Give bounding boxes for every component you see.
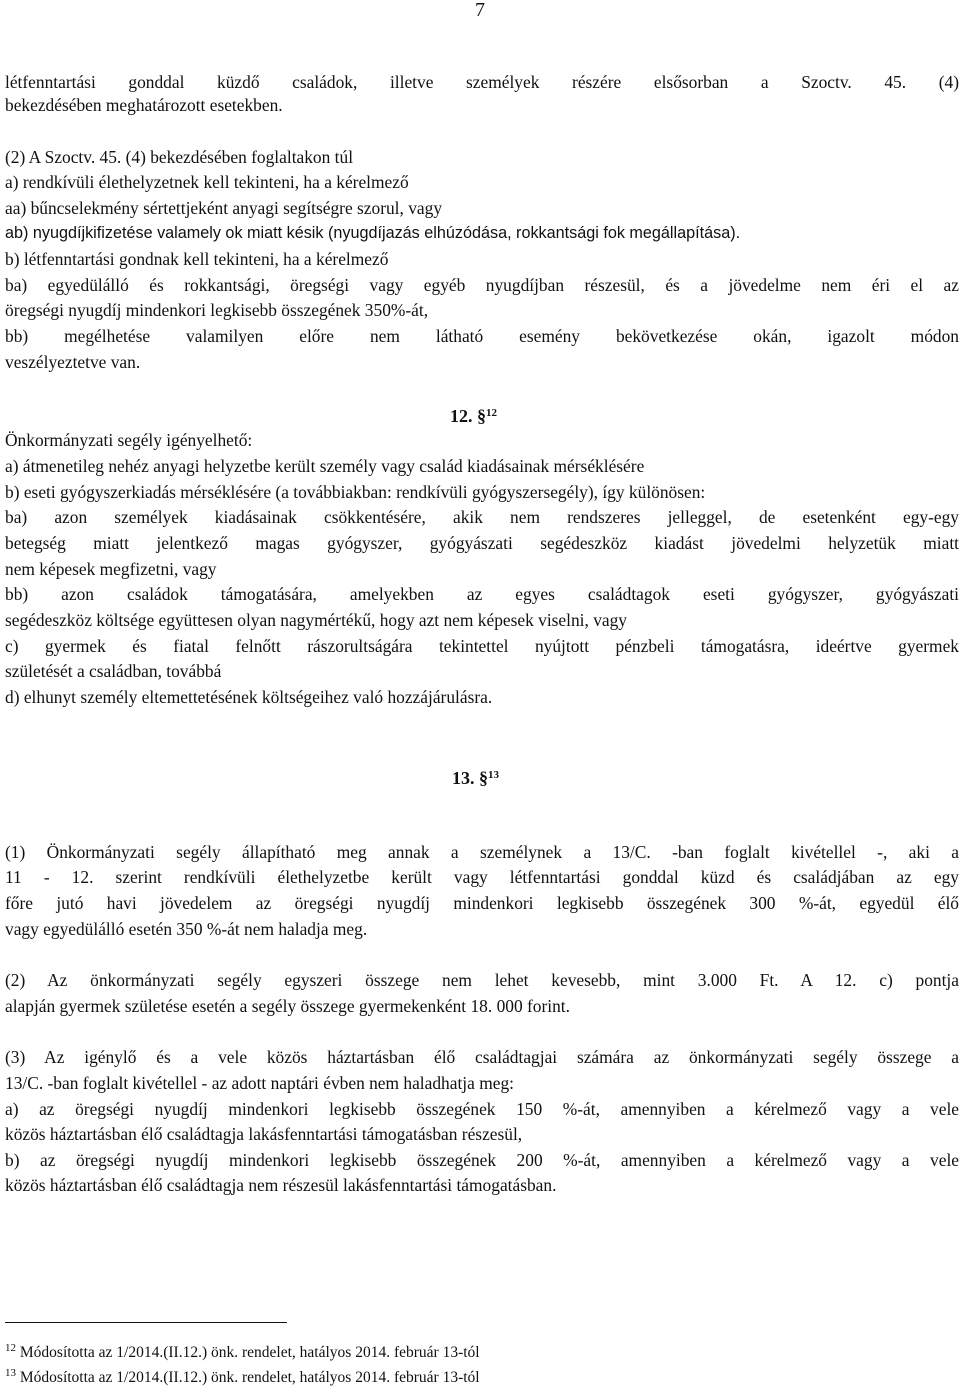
text-line: aa) bűncselekmény sértettjeként anyagi segítségre szorul, vagy — [5, 198, 443, 218]
text-line: alapján gyermek születése esetén a segély összege gyermekenként 18. 000 forint. — [5, 996, 570, 1016]
text-line: d) elhunyt személy eltemettetésének költségeihez való hozzájárulásra. — [5, 687, 493, 707]
footnote-12 — [5, 1337, 480, 1364]
text-line: nem képesek megfizetni, vagy — [5, 559, 217, 579]
text-line: létfenntartási gonddal küzdő családok, illetve személyek részére elsősorban a Szoctv. 45. (4) — [5, 72, 959, 92]
text-line: (3) Az igénylő és a vele közös háztartásban élő családtagjai számára az önkormányzati segély összege a — [5, 1047, 959, 1067]
footnote-text: Módosította az 1/2014.(II.12.) önk. rendelet, hatályos 2014. február 13-tól — [19, 1344, 480, 1361]
text-line: (1) Önkormányzati segély állapítható meg annak a személynek a 13/C. -ban foglalt kivétellel -, aki a — [5, 842, 959, 862]
footnote-separator — [5, 1322, 287, 1323]
footnote-ref: 12 — [486, 407, 497, 419]
text-line: ba) egyedülálló és rokkantsági, öregségi vagy egyéb nyugdíjban részesül, és a jövedelme nem éri el az — [5, 275, 959, 295]
text-line: a) rendkívüli élethelyzetnek kell tekinteni, ha a kérelmező — [5, 172, 409, 192]
section-number: 13. — [452, 768, 475, 788]
section-heading-12 — [450, 401, 497, 428]
text-line: Önkormányzati segély igényelhető: — [5, 430, 253, 450]
footnote-ref: 13 — [488, 769, 499, 781]
text-line: bb) azon családok támogatására, amelyekben az egyes családtagok eseti gyógyszer, gyógyászati — [5, 584, 959, 604]
section-number: 12. — [450, 406, 473, 426]
text-line: c) gyermek és fiatal felnőtt rászorultságára tekintettel nyújtott pénzbeli támogatásra, ideértve gyermek — [5, 636, 959, 656]
text-line: veszélyeztetve van. — [5, 352, 141, 372]
text-line: 13/C. -ban foglalt kivétellel - az adott naptári évben nem haladhatja meg: — [5, 1073, 514, 1093]
text-line: vagy egyedülálló esetén 350 %-át nem haladja meg. — [5, 919, 368, 939]
footnote-13 — [5, 1362, 480, 1389]
footnote-text: Módosította az 1/2014.(II.12.) önk. rendelet, hatályos 2014. február 13-tól — [19, 1369, 480, 1386]
text-line: ab) nyugdíjkifizetése valamely ok miatt késik (nyugdíjazás elhúzódása, rokkantsági fok megállapítása). — [5, 224, 741, 242]
section-heading-13 — [452, 763, 499, 790]
footnote-number: 13 — [5, 1367, 16, 1379]
text-line: közös háztartásban élő családtagja lakásfenntartási támogatásban részesül, — [5, 1124, 523, 1144]
text-line: segédeszköz költsége együttesen olyan nagymértékű, hogy azt nem képesek viselni, vagy — [5, 610, 628, 630]
text-line: a) az öregségi nyugdíj mindenkori legkisebb összegének 150 %-át, amennyiben a kérelmező vagy a vele — [5, 1099, 959, 1119]
page-number: 7 — [475, 0, 485, 21]
text-line: betegség miatt jelentkező magas gyógyszer, gyógyászati segédeszköz kiadást jövedelmi helyzetük miatt — [5, 533, 959, 553]
text-line: születését a családban, továbbá — [5, 661, 222, 681]
footnote-number: 12 — [5, 1342, 16, 1354]
text-line: főre jutó havi jövedelem az öregségi nyugdíj mindenkori legkisebb összegének 300 %-át, egyedül élő — [5, 893, 959, 913]
text-line: bb) megélhetése valamilyen előre nem látható esemény bekövetkezése okán, igazolt módon — [5, 326, 959, 346]
text-line: (2) A Szoctv. 45. (4) bekezdésében foglaltakon túl — [5, 147, 354, 167]
section-sign: § — [477, 406, 486, 426]
text-line: a) átmenetileg nehéz anyagi helyzetbe került személy vagy család kiadásainak mérséklésére — [5, 456, 645, 476]
text-line: ba) azon személyek kiadásainak csökkentésére, akik nem rendszeres jelleggel, de esetenként egy-egy — [5, 507, 959, 527]
text-line: bekezdésében meghatározott esetekben. — [5, 95, 283, 115]
text-line: öregségi nyugdíj mindenkori legkisebb összegének 350%-át, — [5, 300, 429, 320]
text-line: b) eseti gyógyszerkiadás mérséklésére (a továbbiakban: rendkívüli gyógyszersegély), így különösen: — [5, 482, 706, 502]
text-line: 11 - 12. szerint rendkívüli élethelyzetbe került vagy létfenntartási gonddal küzd és családjában az egy — [5, 867, 959, 887]
text-line: (2) Az önkormányzati segély egyszeri összege nem lehet kevesebb, mint 3.000 Ft. A 12. c) pontja — [5, 970, 959, 990]
text-line: b) az öregségi nyugdíj mindenkori legkisebb összegének 200 %-át, amennyiben a kérelmező vagy a vele — [5, 1150, 959, 1170]
text-line: közös háztartásban élő családtagja nem részesül lakásfenntartási támogatásban. — [5, 1175, 557, 1195]
section-sign: § — [479, 768, 488, 788]
text-line: b) létfenntartási gondnak kell tekinteni, ha a kérelmező — [5, 249, 389, 269]
